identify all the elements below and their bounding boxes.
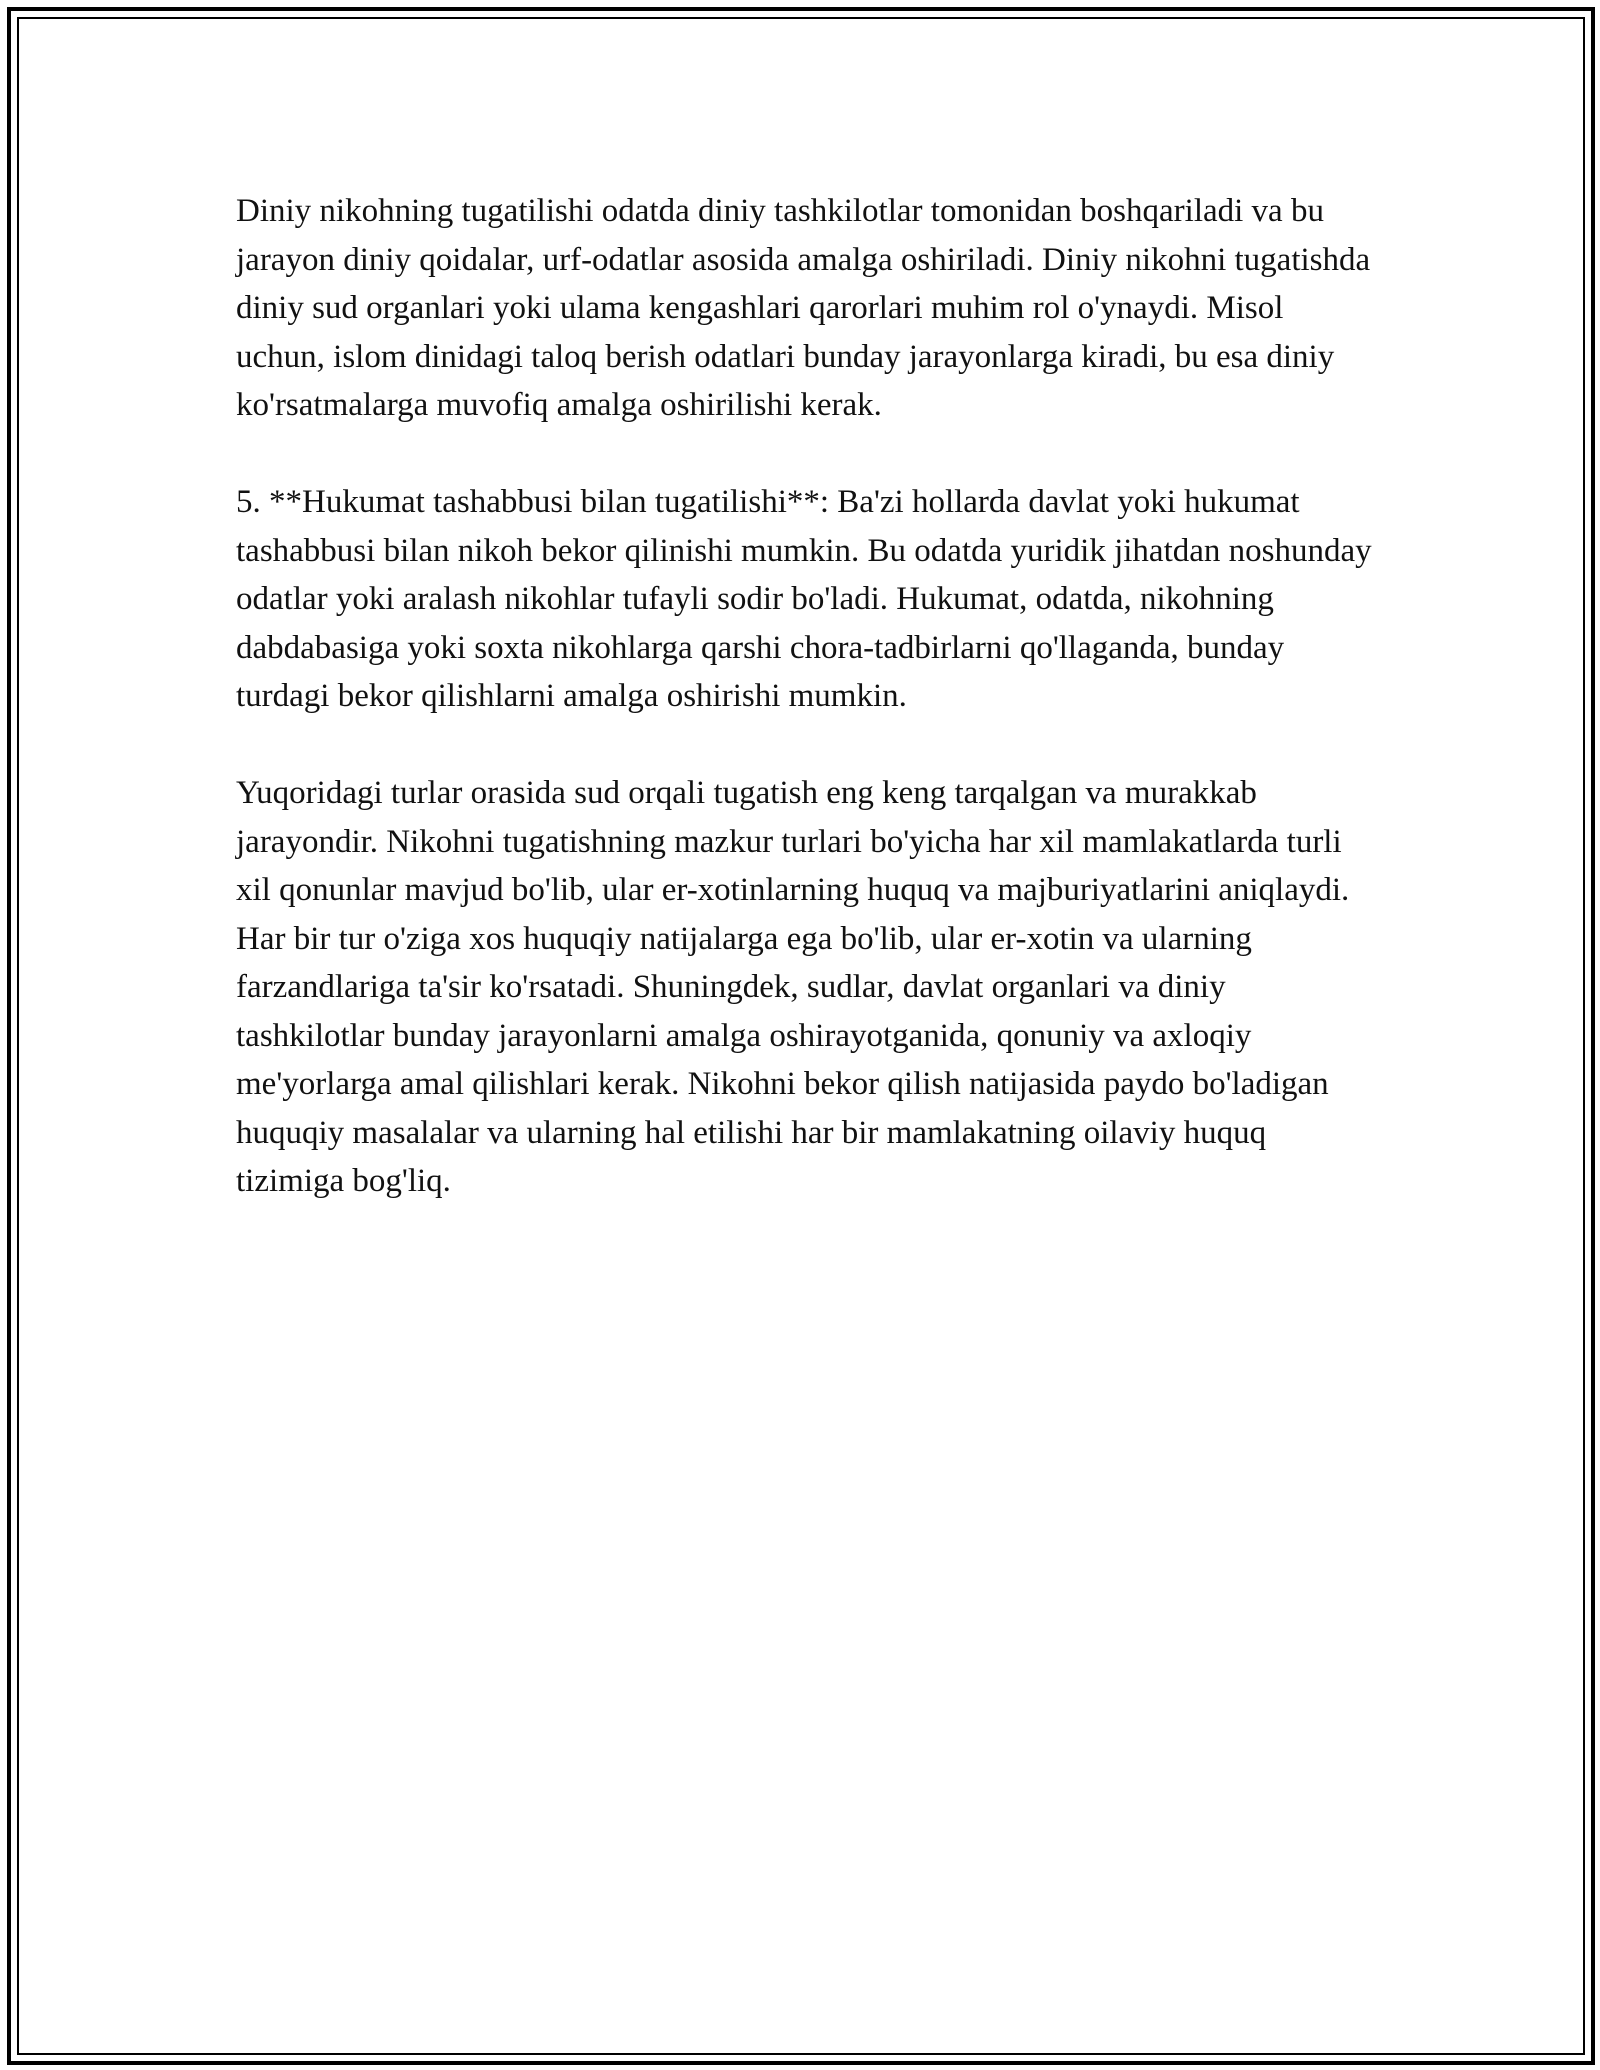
paragraph-religious-divorce: Diniy nikohning tugatilishi odatda diniy tashkilotlar tomonidan boshqariladi va bu jarayon diniy qoidalar, urf-odatlar asosida amalga oshiriladi. Diniy nikohni tugatishda diniy sud organlari yoki ulama kengashlari qarorlari muhim rol o'ynaydi. Misol uchun, islom dinidagi taloq berish odatlari bunday jarayonlarga kiradi, bu esa diniy ko'rsatmalarga muvofiq amalga oshirilishi kerak.	[236, 193, 1371, 423]
document-body	[236, 187, 1376, 1254]
paragraph-summary: Yuqoridagi turlar orasida sud orqali tugatish eng keng tarqalgan va murakkab jarayondir. Nikohni tugatishning mazkur turlari bo'yicha har xil mamlakatlarda turli xil qonunlar mavjud bo'lib, ular er-xotinlarning huquq va majburiyatlarini aniqlaydi. Har bir tur o'ziga xos huquqiy natijalarga ega bo'lib, ular er-xotin va ularning farzandlariga ta'sir ko'rsatadi. Shuningdek, sudlar, davlat organlari va diniy tashkilotlar bunday jarayonlarni amalga oshirayotganida, qonuniy va axloqiy me'yorlarga amal qilishlari kerak. Nikohni bekor qilish natijasida paydo bo'ladigan huquqiy masalalar va ularning hal etilishi har bir mamlakatning oilaviy huquq tizimiga bog'liq.	[236, 775, 1350, 1199]
paragraph-government-annulment: 5. **Hukumat tashabbusi bilan tugatilishi**: Ba'zi hollarda davlat yoki hukumat tashabbusi bilan nikoh bekor qilinishi mumkin. Bu odatda yuridik jihatdan noshunday odatlar yoki aralash nikohlar tufayli sodir bo'ladi. Hukumat, odatda, nikohning dabdabasiga yoki soxta nikohlarga qarshi chora-tadbirlarni qo'llaganda, bunday turdagi bekor qilishlarni amalga oshirishi mumkin.	[236, 484, 1372, 714]
